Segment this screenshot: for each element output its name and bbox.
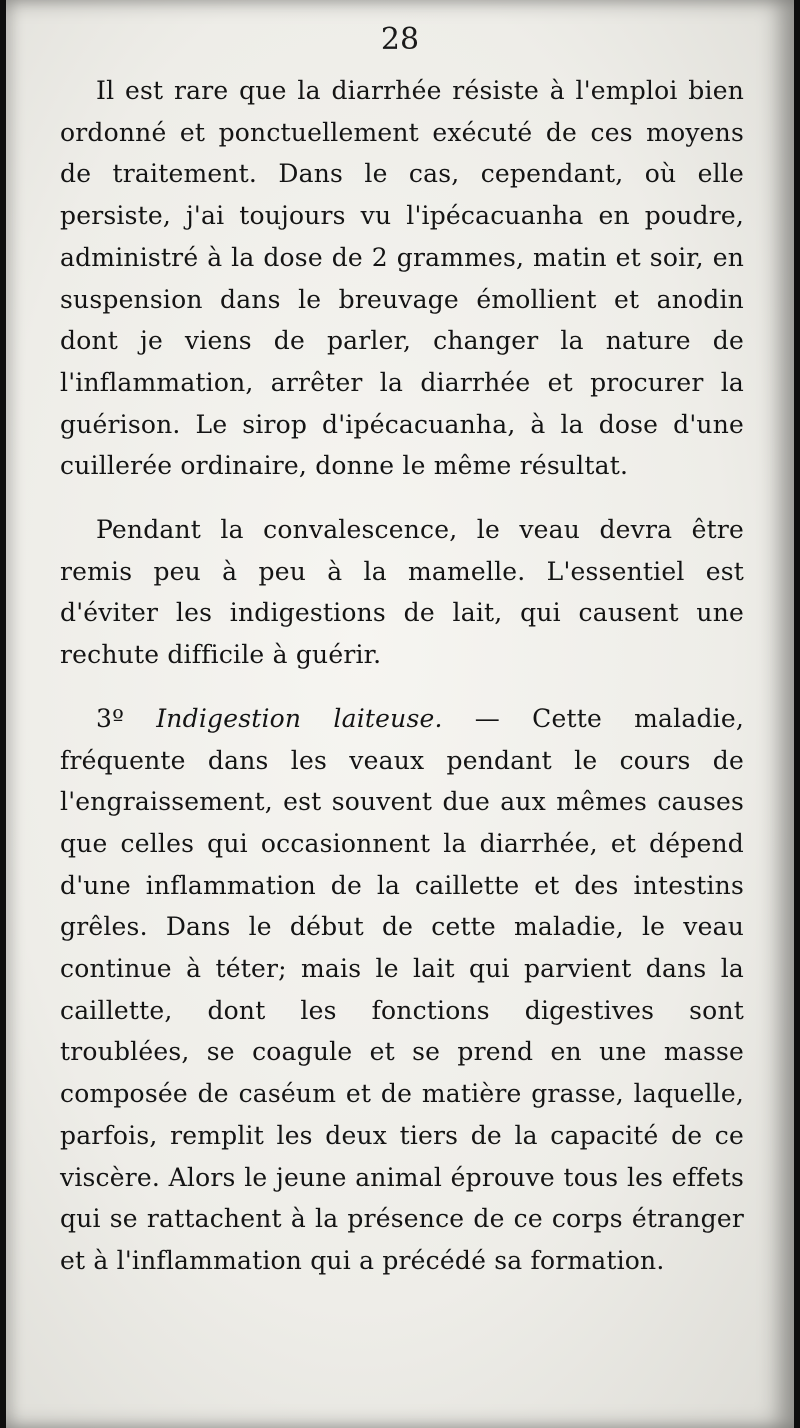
paragraph-diarrhee-treatment: Il est rare que la diarrhée résiste à l'emploi bien ordonné et ponctuellement exécuté de ces moyens de traitement. Dans le cas, cependant, où elle persiste, j'ai toujours vu l'ipécacuanha en poudre, administré à la dose de 2 grammes, matin et soir, en suspension dans le breuvage émollient et anodin dont je viens de parler, changer la nature de l'inflammation, arrêter la diarrhée et procurer la guérison. Le sirop d'ipécacuanha, à la dose d'une cuillerée ordinaire, donne le même résultat. (60, 76, 744, 481)
paragraph-convalescence: Pendant la convalescence, le veau devra être remis peu à peu à la mamelle. L'essentiel est d'éviter les indigestions de lait, qui causent une rechute difficile à guérir. (60, 515, 744, 670)
page-number: 28 (380, 22, 420, 57)
section-number: 3º (96, 703, 157, 733)
section-text: — Cette maladie, fréquente dans les veaux pendant le cours de l'engraissement, est souvent due aux mêmes causes que celles qui occasionnent la diarrhée, et dépend d'une inflammation de la caillette et des intestins grêles. Dans le début de cette maladie, le veau continue à téter; mais le lait qui parvient dans la caillette, dont les fonctions digestives sont troublées, se coagule et se prend en une masse composée de caséum et de matière grasse, laquelle, parfois, remplit les deux tiers de la capacité de ce viscère. Alors le jeune animal éprouve tous les effets qui se rattachent à la présence de ce corps étranger et à l'inflammation qui a précédé sa formation. (60, 703, 744, 1275)
section-heading: Indigestion laiteuse. (156, 703, 443, 733)
body-text (60, 70, 744, 1282)
paragraph-indigestion-laiteuse (60, 698, 744, 1282)
book-page (6, 0, 794, 1428)
